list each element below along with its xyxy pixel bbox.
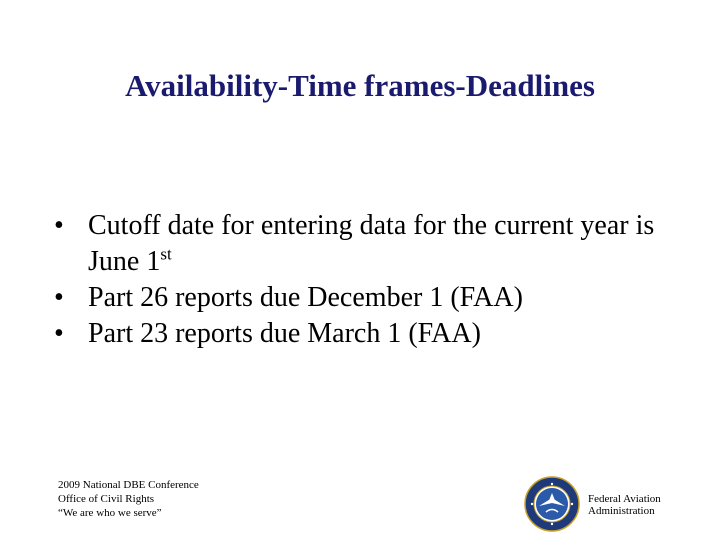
bullet-marker: • <box>54 210 64 241</box>
footer-agency-line: Federal Aviation <box>588 493 661 505</box>
bullet-text: Part 23 reports due March 1 (FAA) <box>88 318 481 349</box>
bullet-list <box>54 208 674 352</box>
bullet-marker: • <box>54 318 64 349</box>
bullet-superscript: st <box>160 244 172 264</box>
faa-seal-icon <box>524 476 580 532</box>
bullet-item <box>54 316 674 352</box>
footer-agency-name <box>588 493 661 517</box>
footer-conference-info <box>58 478 199 520</box>
footer-motto: “We are who we serve” <box>58 507 162 519</box>
footer-office-name: Office of Civil Rights <box>58 493 155 505</box>
bullet-text: Part 26 reports due December 1 (FAA) <box>88 282 523 313</box>
slide-title: Availability-Time frames-Deadlines <box>125 68 595 103</box>
bullet-marker: • <box>54 282 64 313</box>
bullet-item <box>54 208 674 280</box>
footer-conference-name: 2009 National DBE Conference <box>58 479 199 491</box>
footer-agency-line: Administration <box>588 505 655 517</box>
bullet-text: Cutoff date for entering data for the current year is June 1 <box>88 210 655 277</box>
bullet-item <box>54 280 674 316</box>
